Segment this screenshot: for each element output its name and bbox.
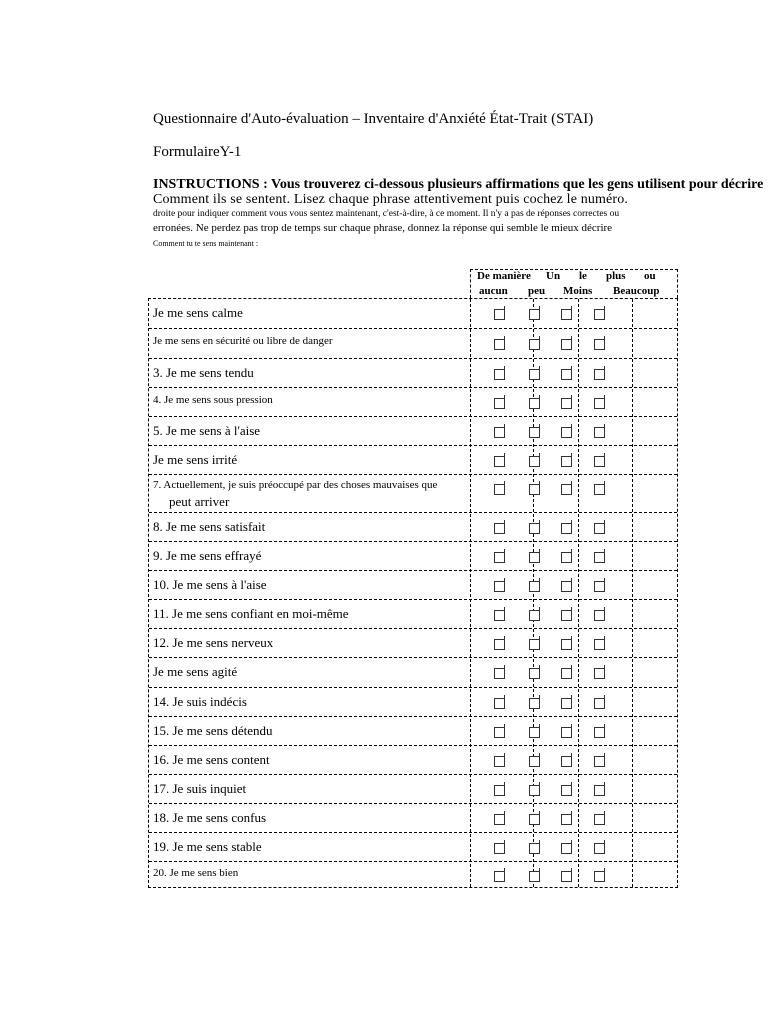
response-checkbox[interactable] — [561, 610, 572, 621]
response-checkbox[interactable] — [561, 843, 572, 854]
response-checkbox[interactable] — [529, 309, 540, 320]
response-checkbox[interactable] — [494, 484, 505, 495]
checkbox-tick-mark — [604, 578, 605, 581]
table-row — [149, 445, 677, 475]
checkbox-tick-mark — [539, 811, 540, 814]
response-checkbox[interactable] — [529, 484, 540, 495]
table-row — [149, 803, 677, 833]
checkbox-tick-mark — [504, 607, 505, 610]
checkbox-tick-mark — [604, 424, 605, 427]
response-checkbox[interactable] — [594, 427, 605, 438]
checkbox-tick-mark — [504, 549, 505, 552]
checkbox-tick-mark — [571, 481, 572, 484]
item-label: Je me sens irrité — [153, 451, 238, 467]
response-checkbox[interactable] — [561, 309, 572, 320]
response-checkbox[interactable] — [529, 785, 540, 796]
item-label: Je me sens agité — [153, 664, 238, 679]
checkbox-tick-mark — [504, 811, 505, 814]
table-row — [149, 299, 677, 328]
checkbox-tick-mark — [504, 336, 505, 339]
form-identifier: FormulaireY-1 — [153, 144, 242, 160]
response-checkbox[interactable] — [529, 668, 540, 679]
checkbox-tick-mark — [539, 578, 540, 581]
response-checkbox[interactable] — [561, 756, 572, 767]
checkbox-tick-mark — [571, 336, 572, 339]
response-checkbox[interactable] — [594, 369, 605, 380]
checkbox-tick-mark — [604, 395, 605, 398]
response-checkbox[interactable] — [529, 427, 540, 438]
checkbox-tick-mark — [604, 549, 605, 552]
response-checkbox[interactable] — [561, 581, 572, 592]
checkbox-tick-mark — [604, 336, 605, 339]
checkbox-tick-mark — [539, 636, 540, 639]
response-checkbox[interactable] — [494, 871, 505, 882]
instructions-line-4: erronées. Ne perdez pas trop de temps sur chaque phrase, donnez la réponse qui semble le mieux décrire — [153, 222, 613, 234]
item-label-continued: peut arriver — [169, 494, 230, 509]
response-checkbox[interactable] — [529, 727, 540, 738]
table-row — [149, 512, 677, 542]
response-checkbox[interactable] — [561, 398, 572, 409]
checkbox-tick-mark — [571, 395, 572, 398]
item-label: 14. Je suis indécis — [153, 693, 247, 709]
response-checkbox[interactable] — [561, 785, 572, 796]
checkbox-tick-mark — [571, 424, 572, 427]
item-label: Je me sens en sécurité ou libre de danger — [153, 335, 333, 347]
response-checkbox[interactable] — [594, 456, 605, 467]
table-row — [149, 416, 677, 446]
instructions-heading: INSTRUCTIONS : Vous trouverez ci-dessous plusieurs affirmations que les gens utilisent pour décrire — [153, 177, 764, 192]
table-row — [149, 474, 677, 513]
response-checkbox[interactable] — [561, 523, 572, 534]
response-checkbox[interactable] — [561, 814, 572, 825]
header-word: Beaucoup — [613, 285, 660, 297]
response-scale-header — [470, 269, 678, 298]
table-row — [149, 541, 677, 571]
response-checkbox[interactable] — [494, 309, 505, 320]
page-title: Questionnaire d'Auto-évaluation – Inventaire d'Anxiété État-Trait (STAI) — [153, 111, 594, 127]
checkbox-tick-mark — [539, 782, 540, 785]
table-row — [149, 745, 677, 775]
checkbox-tick-mark — [539, 840, 540, 843]
checkbox-tick-mark — [539, 306, 540, 309]
checkbox-tick-mark — [571, 868, 572, 871]
checkbox-tick-mark — [539, 753, 540, 756]
checkbox-tick-mark — [571, 306, 572, 309]
response-checkbox[interactable] — [594, 552, 605, 563]
response-checkbox[interactable] — [529, 456, 540, 467]
table-row — [149, 599, 677, 629]
response-checkbox[interactable] — [494, 668, 505, 679]
item-label: 16. Je me sens content — [153, 751, 270, 767]
response-checkbox[interactable] — [561, 456, 572, 467]
response-checkbox[interactable] — [494, 552, 505, 563]
response-checkbox[interactable] — [561, 484, 572, 495]
instructions-line-5: Comment tu te sens maintenant : — [153, 239, 259, 248]
checkbox-tick-mark — [604, 811, 605, 814]
response-checkbox[interactable] — [594, 398, 605, 409]
response-checkbox[interactable] — [529, 552, 540, 563]
checkbox-tick-mark — [571, 724, 572, 727]
checkbox-tick-mark — [604, 868, 605, 871]
response-checkbox[interactable] — [494, 756, 505, 767]
table-row — [149, 687, 677, 717]
checkbox-tick-mark — [504, 481, 505, 484]
item-label: 15. Je me sens détendu — [153, 722, 273, 738]
checkbox-tick-mark — [604, 636, 605, 639]
item-label: 11. Je me sens confiant en moi-même — [153, 605, 349, 621]
table-row — [149, 358, 677, 388]
response-checkbox[interactable] — [594, 871, 605, 882]
item-label: 17. Je suis inquiet — [153, 780, 247, 796]
table-row — [149, 832, 677, 862]
checkbox-tick-mark — [604, 665, 605, 668]
response-checkbox[interactable] — [494, 456, 505, 467]
checkbox-tick-mark — [504, 782, 505, 785]
checkbox-tick-mark — [571, 578, 572, 581]
checkbox-tick-mark — [504, 306, 505, 309]
checkbox-tick-mark — [604, 753, 605, 756]
response-checkbox[interactable] — [594, 610, 605, 621]
response-checkbox[interactable] — [494, 698, 505, 709]
checkbox-tick-mark — [571, 636, 572, 639]
response-checkbox[interactable] — [494, 639, 505, 650]
header-word: peu — [528, 285, 546, 297]
response-checkbox[interactable] — [594, 339, 605, 350]
response-checkbox[interactable] — [529, 523, 540, 534]
checkbox-tick-mark — [539, 336, 540, 339]
checkbox-tick-mark — [539, 549, 540, 552]
response-checkbox[interactable] — [529, 698, 540, 709]
response-checkbox[interactable] — [494, 814, 505, 825]
response-checkbox[interactable] — [561, 369, 572, 380]
table-row — [149, 861, 677, 890]
checkbox-tick-mark — [539, 520, 540, 523]
checkbox-tick-mark — [504, 424, 505, 427]
checkbox-tick-mark — [571, 520, 572, 523]
header-word: le — [579, 270, 587, 282]
checkbox-tick-mark — [604, 840, 605, 843]
response-checkbox[interactable] — [494, 843, 505, 854]
table-row — [149, 328, 677, 359]
item-label: 18. Je me sens confus — [153, 809, 267, 825]
item-label: 7. Actuellement, je suis préoccupé par des choses mauvaises que — [153, 479, 438, 491]
response-checkbox[interactable] — [529, 398, 540, 409]
checkbox-tick-mark — [571, 453, 572, 456]
checkbox-tick-mark — [571, 811, 572, 814]
checkbox-tick-mark — [604, 695, 605, 698]
response-checkbox[interactable] — [594, 698, 605, 709]
item-label: 19. Je me sens stable — [153, 838, 262, 854]
response-checkbox[interactable] — [594, 843, 605, 854]
checkbox-tick-mark — [504, 578, 505, 581]
header-word: De manière — [477, 270, 531, 282]
checkbox-tick-mark — [504, 724, 505, 727]
checkbox-tick-mark — [604, 453, 605, 456]
checkbox-tick-mark — [604, 782, 605, 785]
checkbox-tick-mark — [571, 607, 572, 610]
checkbox-tick-mark — [604, 607, 605, 610]
checkbox-tick-mark — [539, 724, 540, 727]
header-word: Un — [546, 270, 561, 282]
response-checkbox[interactable] — [561, 698, 572, 709]
checkbox-tick-mark — [504, 636, 505, 639]
response-checkbox[interactable] — [561, 639, 572, 650]
checkbox-tick-mark — [571, 782, 572, 785]
checkbox-tick-mark — [539, 665, 540, 668]
response-checkbox[interactable] — [561, 427, 572, 438]
item-label: 10. Je me sens à l'aise — [153, 576, 267, 592]
response-checkbox[interactable] — [594, 581, 605, 592]
response-checkbox[interactable] — [529, 843, 540, 854]
response-checkbox[interactable] — [561, 668, 572, 679]
response-checkbox[interactable] — [529, 339, 540, 350]
header-word: plus — [606, 270, 626, 282]
checkbox-tick-mark — [571, 549, 572, 552]
checkbox-tick-mark — [539, 453, 540, 456]
response-checkbox[interactable] — [494, 523, 505, 534]
checkbox-tick-mark — [539, 868, 540, 871]
item-label: 20. Je me sens bien — [153, 867, 239, 879]
response-checkbox[interactable] — [561, 727, 572, 738]
checkbox-tick-mark — [604, 724, 605, 727]
response-checkbox[interactable] — [594, 814, 605, 825]
response-checkbox[interactable] — [529, 369, 540, 380]
response-checkbox[interactable] — [561, 552, 572, 563]
checkbox-tick-mark — [504, 868, 505, 871]
checkbox-tick-mark — [504, 366, 505, 369]
response-checkbox[interactable] — [594, 639, 605, 650]
table-row — [149, 716, 677, 746]
checkbox-tick-mark — [571, 840, 572, 843]
header-word: Moins — [563, 285, 593, 297]
response-checkbox[interactable] — [494, 339, 505, 350]
response-checkbox[interactable] — [594, 756, 605, 767]
response-checkbox[interactable] — [494, 427, 505, 438]
item-label: 4. Je me sens sous pression — [153, 393, 273, 406]
checkbox-tick-mark — [571, 665, 572, 668]
response-checkbox[interactable] — [594, 523, 605, 534]
response-checkbox[interactable] — [494, 785, 505, 796]
item-label: 9. Je me sens effrayé — [153, 547, 262, 563]
response-checkbox[interactable] — [561, 339, 572, 350]
header-word: aucun — [479, 285, 508, 297]
item-label: 3. Je me sens tendu — [153, 364, 254, 380]
item-label: Je me sens calme — [153, 304, 243, 320]
response-checkbox[interactable] — [594, 309, 605, 320]
header-word: ou — [644, 270, 656, 282]
response-checkbox[interactable] — [529, 814, 540, 825]
checkbox-tick-mark — [539, 695, 540, 698]
table-row — [149, 774, 677, 804]
response-checkbox[interactable] — [494, 727, 505, 738]
checkbox-tick-mark — [571, 366, 572, 369]
checkbox-tick-mark — [504, 395, 505, 398]
response-checkbox[interactable] — [494, 610, 505, 621]
instructions-line-3: droite pour indiquer comment vous vous sentez maintenant, c'est-à-dire, à ce moment. Il n'y a pas de réponses correctes ou — [153, 209, 620, 219]
checkbox-tick-mark — [539, 395, 540, 398]
response-checkbox[interactable] — [529, 756, 540, 767]
checkbox-tick-mark — [604, 366, 605, 369]
response-checkbox[interactable] — [529, 871, 540, 882]
checkbox-tick-mark — [504, 520, 505, 523]
checkbox-tick-mark — [504, 695, 505, 698]
checkbox-tick-mark — [504, 753, 505, 756]
item-label: 12. Je me sens nerveux — [153, 634, 274, 650]
checkbox-tick-mark — [604, 520, 605, 523]
response-checkbox[interactable] — [529, 610, 540, 621]
checkbox-tick-mark — [571, 753, 572, 756]
response-checkbox[interactable] — [561, 871, 572, 882]
table-row — [149, 387, 677, 417]
checkbox-tick-mark — [604, 481, 605, 484]
response-checkbox[interactable] — [594, 785, 605, 796]
response-checkbox[interactable] — [529, 581, 540, 592]
response-checkbox[interactable] — [494, 398, 505, 409]
instructions-line-2: Comment ils se sentent. Lisez chaque phrase attentivement puis cochez le numéro. — [153, 192, 629, 207]
response-checkbox[interactable] — [529, 639, 540, 650]
checkbox-tick-mark — [504, 453, 505, 456]
checkbox-tick-mark — [571, 695, 572, 698]
table-row — [149, 657, 677, 688]
item-label: 8. Je me sens satisfait — [153, 518, 266, 534]
response-checkbox[interactable] — [594, 484, 605, 495]
checkbox-tick-mark — [539, 481, 540, 484]
checkbox-tick-mark — [539, 607, 540, 610]
table-row — [149, 570, 677, 600]
checkbox-tick-mark — [539, 424, 540, 427]
response-checkbox[interactable] — [594, 727, 605, 738]
checkbox-tick-mark — [539, 366, 540, 369]
item-label: 5. Je me sens à l'aise — [153, 422, 261, 438]
response-checkbox[interactable] — [494, 581, 505, 592]
response-checkbox[interactable] — [594, 668, 605, 679]
checkbox-tick-mark — [504, 665, 505, 668]
table-row — [149, 628, 677, 658]
checkbox-tick-mark — [604, 306, 605, 309]
checkbox-tick-mark — [504, 840, 505, 843]
questionnaire-table — [148, 298, 678, 888]
response-checkbox[interactable] — [494, 369, 505, 380]
